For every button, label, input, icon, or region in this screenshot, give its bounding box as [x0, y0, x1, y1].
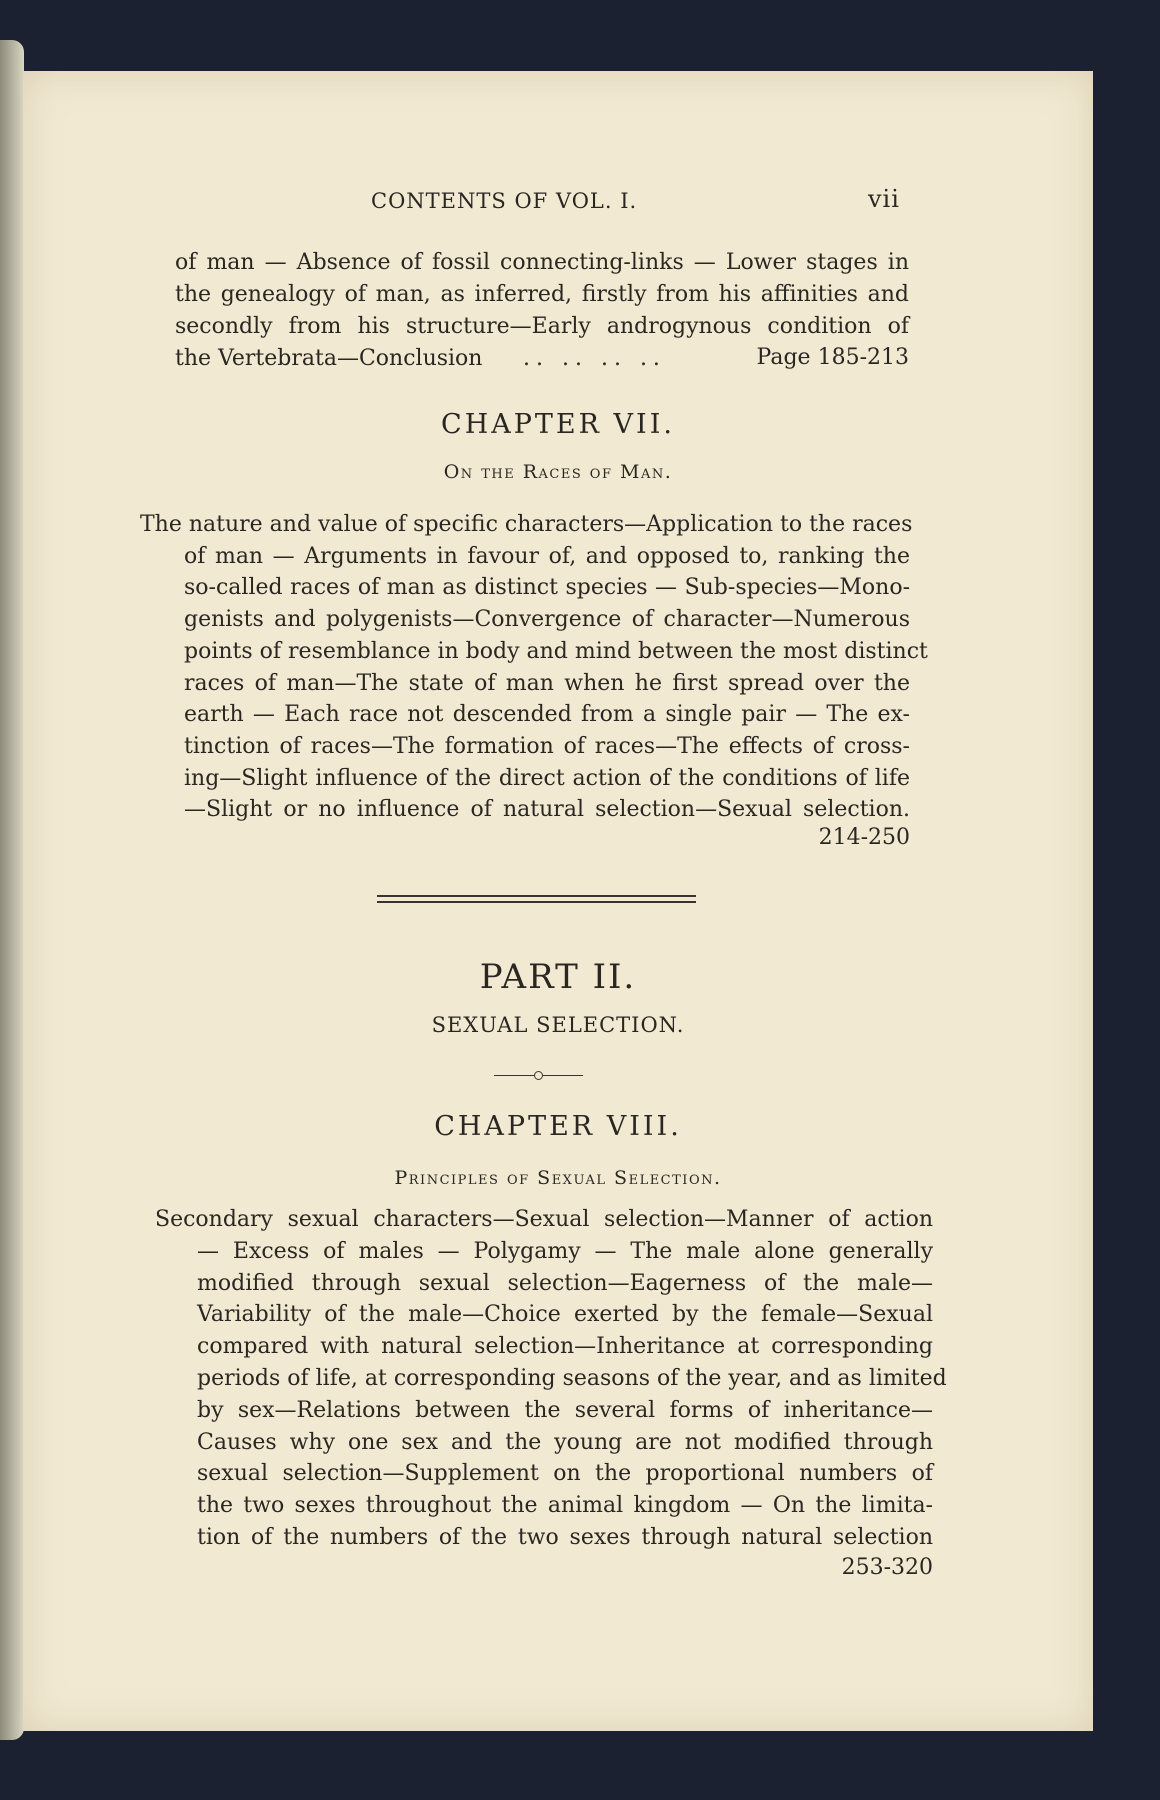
part-heading: PART II. [479, 957, 637, 997]
text-line: modified through sexual selection—Eagerness of the male— [197, 1270, 933, 1296]
chapter-heading: CHAPTER VII. [441, 409, 675, 440]
text-line: —Slight or no influence of natural selection—Sexual selection. [184, 797, 910, 823]
chapter-subtitle: Principles of Sexual Selection. [394, 1167, 722, 1189]
text-line: of man — Absence of fossil connecting-links — Lower stages in [175, 250, 909, 275]
text-line: tion of the numbers of the two sexes through natural selection [197, 1525, 933, 1550]
text-line: races of man—The state of man when he first spread over the [184, 670, 910, 696]
text-line: sexual selection—Supplement on the proportional numbers of [197, 1461, 933, 1487]
text-line: the genealogy of man, as inferred, firstly from his affinities and [175, 282, 909, 307]
text-line: Secondary sexual characters—Sexual selection—Manner of action [155, 1207, 933, 1232]
text-line: periods of life, at corresponding seasons of the year, and as limited [197, 1366, 947, 1391]
text-line: genists and polygenists—Convergence of character—Numerous [184, 607, 910, 633]
text-line: Variability of the male—Choice exerted by the female—Sexual [197, 1302, 933, 1328]
double-rule [377, 895, 696, 897]
previous-page-edge [0, 40, 24, 1740]
text-line: tinction of races—The formation of races—The effects of cross- [184, 733, 910, 759]
text-line: points of resemblance in body and mind between the most distinct [184, 638, 928, 664]
text-line: compared with natural selection—Inheritance at corresponding [197, 1334, 933, 1360]
dot-leader: .. .. .. .. [523, 346, 666, 371]
text-line: the two sexes throughout the animal kingdom — On the limita- [197, 1493, 933, 1519]
page-range: Page 185-213 [756, 345, 909, 370]
page-range: 214-250 [818, 825, 910, 850]
page-number: vii [868, 185, 900, 213]
page-range: 253-320 [841, 1555, 933, 1580]
text-line: secondly from his structure—Early androgynous condition of [175, 314, 909, 339]
text-line: — Excess of males — Polygamy — The male alone generally [197, 1238, 933, 1264]
text-line: by sex—Relations between the several forms of inheritance— [197, 1397, 933, 1423]
running-header: CONTENTS OF VOL. I. [371, 189, 638, 213]
double-rule [377, 901, 696, 903]
text-line: The nature and value of specific characters—Application to the races [140, 512, 913, 537]
text-line: of man — Arguments in favour of, and opposed to, ranking the [184, 543, 910, 569]
text-line: the Vertebrata—Conclusion [175, 346, 483, 371]
book-page [23, 71, 1093, 1731]
text-line: earth — Each race not descended from a single pair — The ex- [184, 702, 910, 728]
text-line: Causes why one sex and the young are not modified through [197, 1429, 933, 1455]
part-subtitle: SEXUAL SELECTION. [431, 1013, 685, 1037]
chapter-heading: CHAPTER VIII. [434, 1111, 682, 1142]
chapter-subtitle: On the Races of Man. [443, 461, 673, 483]
ornament-circle [534, 1071, 543, 1080]
text-line: ing—Slight influence of the direct action of the conditions of life [184, 765, 910, 791]
text-line: so-called races of man as distinct species — Sub-species—Mono- [184, 575, 910, 601]
